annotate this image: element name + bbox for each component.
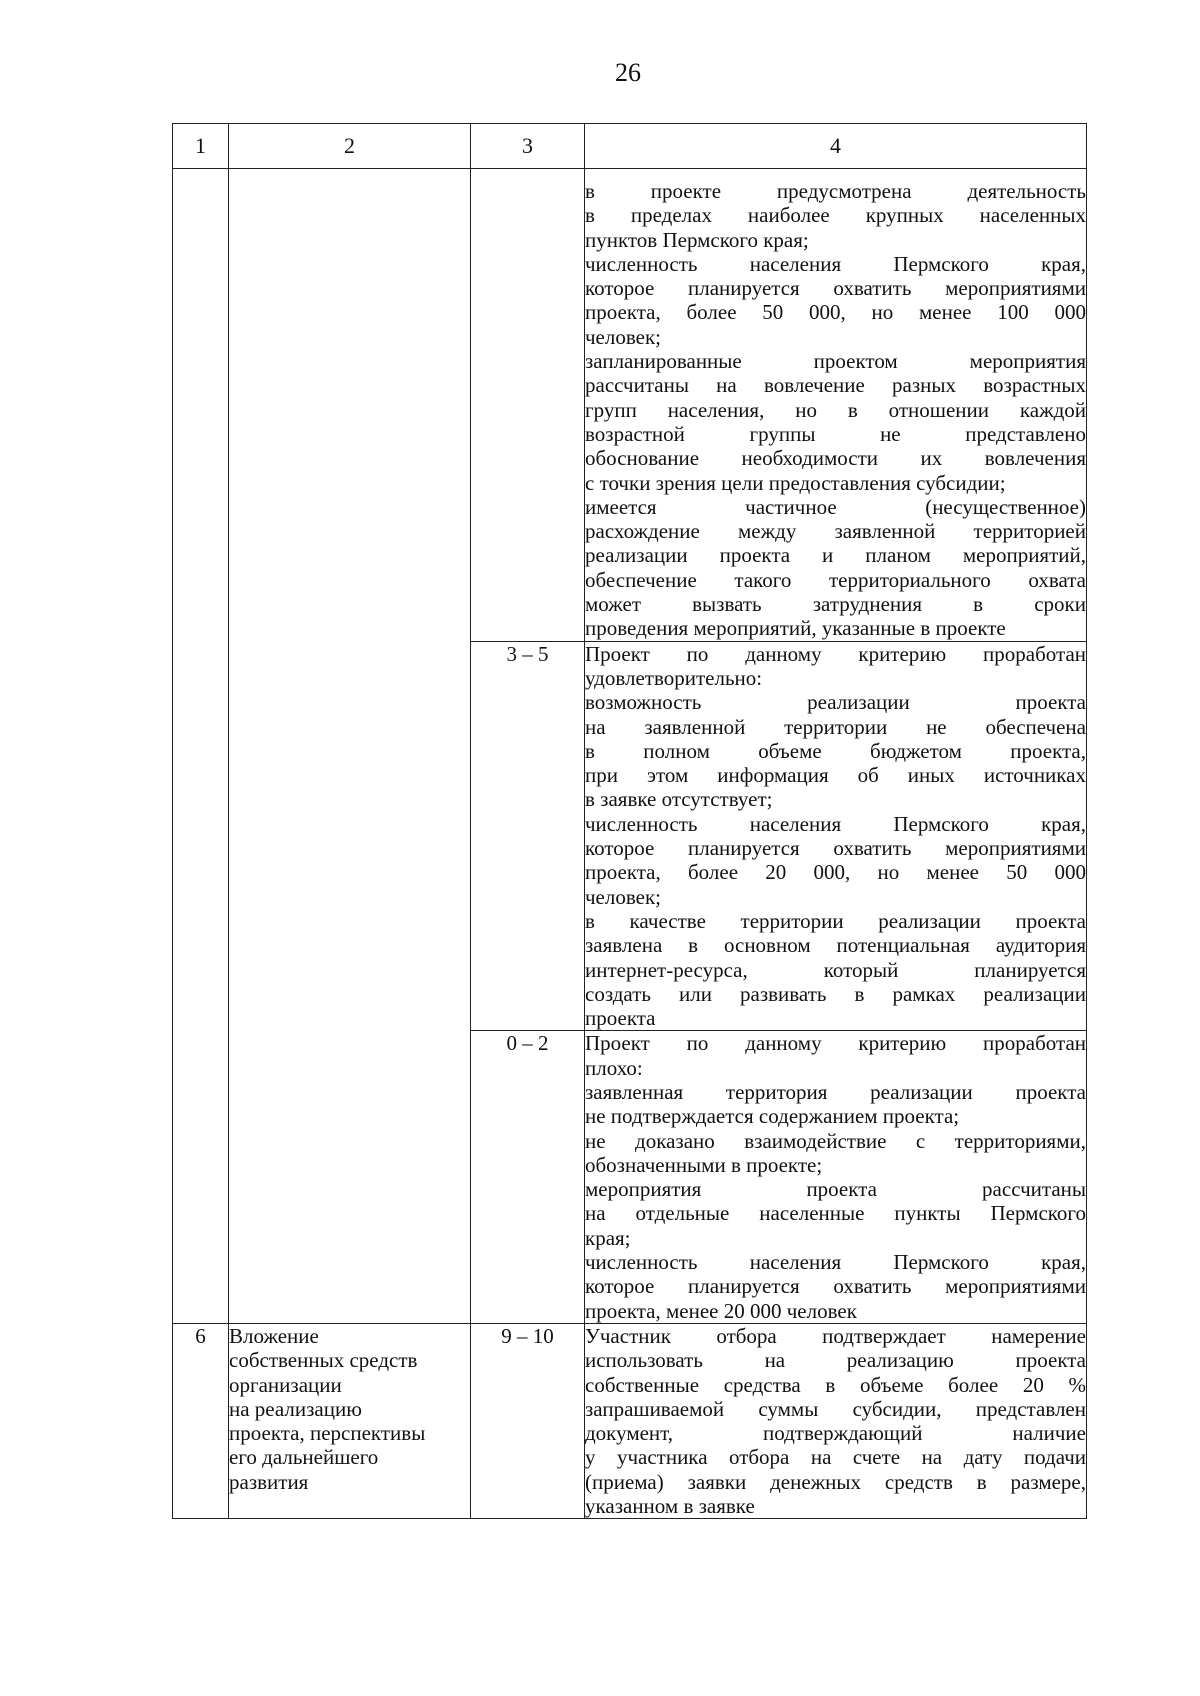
description-line: (приема) заявки денежных средств в размере, <box>585 1469 1086 1494</box>
column-header-1: 1 <box>173 124 229 169</box>
description-line: Участник отбора подтверждает намерение <box>585 1323 1086 1348</box>
description-line: проекта, менее 20 000 человек <box>585 1298 857 1323</box>
criterion-line: проекта, перспективы <box>229 1421 426 1446</box>
description-line: удовлетворительно: <box>585 665 763 690</box>
table-row <box>173 169 1087 642</box>
description-line: использовать на реализацию проекта <box>585 1348 1086 1373</box>
description-line: у участника отбора на счете на дату подачи <box>585 1445 1086 1470</box>
description-line: обоснование необходимости их вовлечения <box>585 446 1086 471</box>
description-line: проекта, более 20 000, но менее 50 000 <box>585 860 1086 885</box>
description-line: запрашиваемой суммы субсидии, представлен <box>585 1396 1086 1421</box>
description-line: человек; <box>585 324 662 349</box>
description-line: которое планируется охватить мероприятиями <box>585 276 1086 301</box>
description-line: в пределах наиболее крупных населенных <box>585 203 1086 228</box>
description-line: в качестве территории реализации проекта <box>585 908 1086 933</box>
column-header-4: 4 <box>585 124 1087 169</box>
criterion-line: на реализацию <box>229 1396 362 1421</box>
description-cell <box>585 1323 1087 1518</box>
criteria-table <box>172 123 1087 1519</box>
description-text <box>585 642 1086 1031</box>
number-cell: 6 <box>173 1323 229 1518</box>
description-line: обеспечение такого территориального охвата <box>585 567 1086 592</box>
description-line: при этом информация об иных источниках <box>585 763 1086 788</box>
description-line: проекта, более 50 000, но менее 100 000 <box>585 300 1086 325</box>
description-line: не подтверждается содержанием проекта; <box>585 1104 960 1129</box>
criterion-line: развития <box>229 1469 309 1494</box>
description-cell <box>585 1031 1087 1324</box>
criterion-text <box>229 1324 470 1494</box>
table-row <box>173 1323 1087 1518</box>
description-text <box>585 1031 1086 1323</box>
description-line: обозначенными в проекте; <box>585 1152 823 1177</box>
score-cell: 9 – 10 <box>471 1323 585 1518</box>
description-line: пунктов Пермского края; <box>585 227 809 252</box>
page-number: 26 <box>615 58 641 87</box>
criterion-line: собственных средств <box>229 1348 418 1373</box>
description-line: численность населения Пермского края, <box>585 251 1086 276</box>
description-line: рассчитаны на вовлечение разных возрастных <box>585 373 1086 398</box>
criterion-line: организации <box>229 1372 342 1397</box>
description-line: заявленная территория реализации проекта <box>585 1079 1086 1104</box>
description-cell <box>585 169 1087 642</box>
description-line: реализации проекта и планом мероприятий, <box>585 543 1086 568</box>
score-cell-empty <box>471 169 585 642</box>
description-line: в проекте предусмотрена деятельность <box>585 179 1086 203</box>
column-header-3: 3 <box>471 124 585 169</box>
description-line: численность населения Пермского края, <box>585 1250 1086 1275</box>
description-line: на заявленной территории не обеспечена <box>585 714 1086 739</box>
description-line: не доказано взаимодействие с территориями, <box>585 1128 1086 1153</box>
description-line: на отдельные населенные пункты Пермского <box>585 1201 1086 1226</box>
description-line: Проект по данному критерию проработан <box>585 641 1086 666</box>
description-line: плохо: <box>585 1055 643 1080</box>
description-line: с точки зрения цели предоставления субсидии; <box>585 470 1006 495</box>
criterion-cell <box>229 1323 471 1518</box>
description-line: возможность реализации проекта <box>585 690 1086 715</box>
criterion-line: Вложение <box>229 1323 319 1348</box>
number-cell-empty <box>173 169 229 1324</box>
description-line: мероприятия проекта рассчитаны <box>585 1177 1086 1202</box>
description-line: собственные средства в объеме более 20 % <box>585 1372 1086 1397</box>
table-header-row <box>173 124 1087 169</box>
description-line: Проект по данному критерию проработан <box>585 1031 1086 1056</box>
description-line: проекта <box>585 1006 656 1031</box>
description-line: расхождение между заявленной территорией <box>585 519 1086 544</box>
description-line: указанном в заявке <box>585 1494 755 1519</box>
score-cell: 0 – 2 <box>471 1031 585 1324</box>
description-line: края; <box>585 1225 631 1250</box>
column-header-2: 2 <box>229 124 471 169</box>
description-line: которое планируется охватить мероприятиями <box>585 836 1086 861</box>
description-text <box>585 1324 1086 1518</box>
description-line: запланированные проектом мероприятия <box>585 349 1086 374</box>
score-cell: 3 – 5 <box>471 641 585 1031</box>
description-line: может вызвать затруднения в сроки <box>585 592 1086 617</box>
description-line: которое планируется охватить мероприятиями <box>585 1274 1086 1299</box>
description-line: интернет-ресурса, который планируется <box>585 957 1086 982</box>
description-text <box>585 179 1086 641</box>
description-line: в заявке отсутствует; <box>585 787 773 812</box>
description-line: численность населения Пермского края, <box>585 811 1086 836</box>
description-line: создать или развивать в рамках реализации <box>585 981 1086 1006</box>
criterion-cell-empty <box>229 169 471 1324</box>
description-line: имеется частичное (несущественное) <box>585 494 1086 519</box>
description-line: групп населения, но в отношении каждой <box>585 397 1086 422</box>
description-cell <box>585 641 1087 1031</box>
criterion-line: его дальнейшего <box>229 1445 379 1470</box>
description-line: человек; <box>585 884 662 909</box>
description-line: проведения мероприятий, указанные в проекте <box>585 616 1006 641</box>
description-line: документ, подтверждающий наличие <box>585 1421 1086 1446</box>
description-line: заявлена в основном потенциальная аудитория <box>585 933 1086 958</box>
description-line: возрастной группы не представлено <box>585 421 1086 446</box>
description-line: в полном объеме бюджетом проекта, <box>585 738 1086 763</box>
